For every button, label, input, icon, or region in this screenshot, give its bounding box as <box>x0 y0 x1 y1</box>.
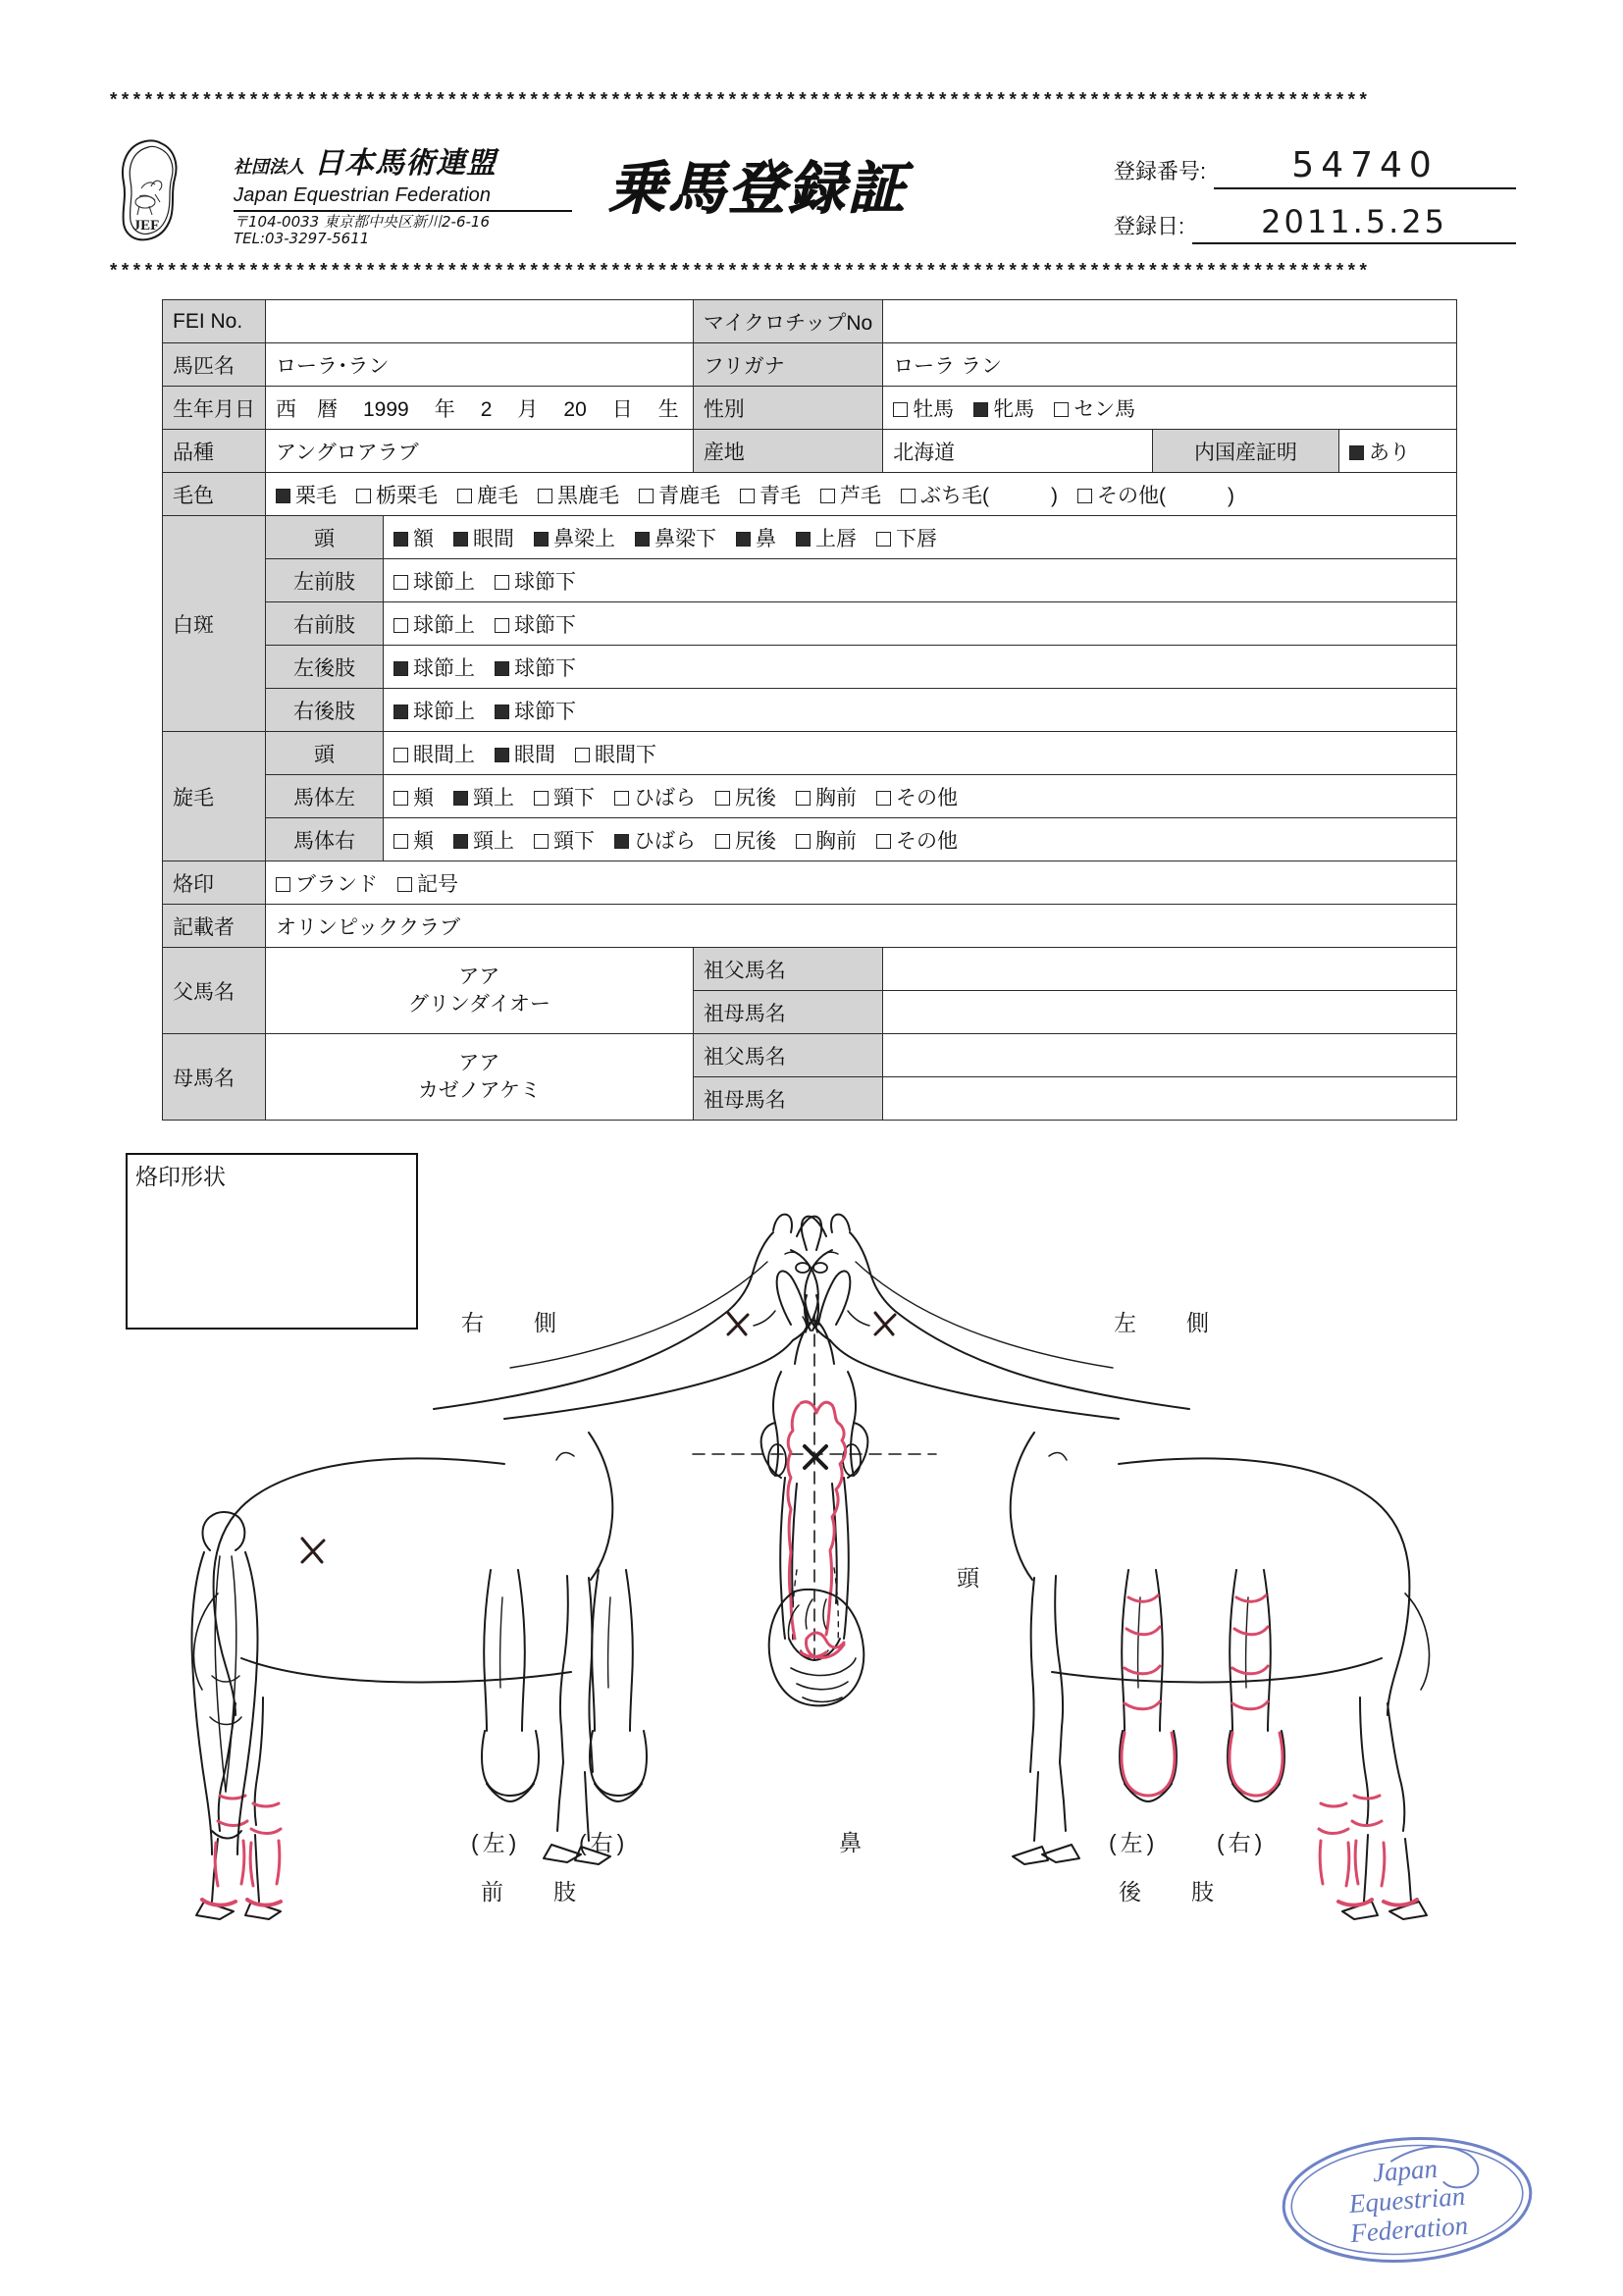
checkbox-empty-icon[interactable] <box>876 532 891 547</box>
checkbox-label: 頸下 <box>553 786 595 809</box>
sire-grandsire-label: 祖父馬名 <box>693 948 882 991</box>
sex-options[interactable] <box>883 387 1457 430</box>
domestic-certificate-option[interactable] <box>1339 430 1457 473</box>
checkbox-option-3[interactable] <box>614 825 696 855</box>
checkbox-checked-icon[interactable] <box>495 704 509 719</box>
dob-year-unit: 年 <box>434 397 455 421</box>
checkbox-label: 栗毛 <box>295 484 337 507</box>
checkbox-empty-icon[interactable] <box>575 748 590 762</box>
label-left-side: 左 側 <box>1114 1310 1223 1335</box>
checkbox-option-0[interactable] <box>393 609 475 639</box>
whorl-label: 旋毛 <box>163 732 266 861</box>
whorl-head-options[interactable] <box>384 732 1457 775</box>
checkbox-label: 球節下 <box>514 570 576 594</box>
checkbox-checked-icon[interactable] <box>635 532 650 547</box>
marking-hind-legs-detail <box>1122 1595 1283 1796</box>
fei-no-value[interactable] <box>266 300 694 343</box>
checkbox-label: 牝馬 <box>993 397 1035 421</box>
jef-logo-icon <box>116 137 200 243</box>
checkbox-empty-icon[interactable] <box>820 489 835 503</box>
writer-value[interactable]: オリンピッククラブ <box>266 905 1457 948</box>
checkbox-label: 球節上 <box>413 570 475 594</box>
checkbox-empty-icon[interactable] <box>740 489 755 503</box>
checkbox-option-2[interactable] <box>575 739 656 768</box>
checkbox-empty-icon[interactable] <box>534 834 549 849</box>
checkbox-label: 頬 <box>413 829 434 853</box>
dob-value[interactable] <box>266 387 694 430</box>
checkbox-empty-icon[interactable] <box>393 834 408 849</box>
whorl-mark-forehead <box>805 1446 826 1468</box>
checkbox-label: 胸前 <box>815 829 857 853</box>
checkbox-option-2[interactable] <box>534 825 595 855</box>
checkbox-label: 頸上 <box>473 829 514 853</box>
checkbox-empty-icon[interactable] <box>393 618 408 633</box>
label-hind-limb: 後 肢 <box>1119 1879 1228 1905</box>
label-nose: 鼻 <box>839 1830 865 1855</box>
horse-body-drawings <box>0 1207 1623 2188</box>
whorl-body-options-1[interactable] <box>384 818 1457 861</box>
label-front-left: (左) <box>471 1830 521 1855</box>
checkbox-option-0[interactable] <box>393 825 434 855</box>
table-row-dob-sex <box>163 387 1457 430</box>
checkbox-option-6[interactable] <box>876 523 937 552</box>
star-divider-bottom: ************************************************************************************************************ <box>108 261 1370 283</box>
checkbox-label: 眼間 <box>473 527 514 550</box>
checkbox-option-1[interactable] <box>495 696 576 725</box>
checkbox-empty-icon[interactable] <box>276 877 290 892</box>
checkbox-option-0[interactable] <box>393 739 475 768</box>
checkbox-empty-icon[interactable] <box>356 489 371 503</box>
registration-number-value: 54740 <box>1214 145 1516 189</box>
stamp-line-2: Equestrian <box>1347 2180 1467 2219</box>
dam-line-1: アア <box>458 1051 500 1074</box>
sire-label: 父馬名 <box>163 948 266 1034</box>
coat-color-label: 毛色 <box>163 473 266 516</box>
checkbox-label: 眼間下 <box>595 743 656 766</box>
horse-registration-table <box>162 299 1457 1121</box>
checkbox-empty-icon[interactable] <box>495 618 509 633</box>
dob-day-unit: 日 <box>611 397 633 421</box>
table-row-brand <box>163 861 1457 905</box>
whorl-mark-left-head <box>875 1313 895 1334</box>
registration-date-row <box>1114 203 1516 244</box>
microchip-label: マイクロチップNo <box>693 300 882 343</box>
whorl-mark-right-neck <box>302 1539 324 1562</box>
checkbox-label: 球節上 <box>413 613 475 637</box>
checkbox-label: 尻後 <box>735 786 776 809</box>
svg-text:JEF: JEF <box>132 218 160 234</box>
checkbox-option-4[interactable] <box>736 523 776 552</box>
checkbox-label: その他 <box>896 786 958 809</box>
white-limb-options-1[interactable] <box>384 602 1457 646</box>
checkbox-option-3[interactable] <box>614 782 696 811</box>
horse-name-label: 馬匹名 <box>163 343 266 387</box>
checkbox-option-0[interactable] <box>393 523 434 552</box>
whorl-head-label: 頭 <box>266 732 384 775</box>
dam-line-2: カゼノアケミ <box>417 1078 541 1102</box>
frontal-head-drawing <box>693 1271 936 1668</box>
checkbox-option-5[interactable] <box>796 782 857 811</box>
table-row-white-limb <box>163 559 1457 602</box>
checkbox-label: 眼間 <box>514 743 555 766</box>
dam-grandsire-value[interactable] <box>883 1034 1457 1077</box>
federation-name-main: 日本馬術連盟 <box>314 146 497 181</box>
horse-markings-diagram <box>0 1207 1623 2188</box>
checkbox-checked-icon[interactable] <box>393 704 408 719</box>
table-row-breed-origin <box>163 430 1457 473</box>
registration-number-label: 登録番号: <box>1114 159 1207 183</box>
brand-label: 烙印 <box>163 861 266 905</box>
checkbox-empty-icon[interactable] <box>495 575 509 590</box>
sire-granddam-label: 祖母馬名 <box>693 991 882 1034</box>
white-limb-label-0: 左前肢 <box>266 559 384 602</box>
checkbox-option-0[interactable] <box>893 393 954 423</box>
checkbox-label: 頸下 <box>553 829 595 853</box>
checkbox-option-2[interactable] <box>1054 393 1135 423</box>
label-head: 頭 <box>957 1565 983 1591</box>
brand-shape-label: 烙印形状 <box>135 1164 226 1189</box>
checkbox-empty-icon[interactable] <box>876 791 891 806</box>
table-row-whorl-head <box>163 732 1457 775</box>
checkbox-label: 球節下 <box>514 656 576 680</box>
label-hind-right: (右) <box>1217 1830 1267 1855</box>
checkbox-label: ブランド <box>295 872 378 896</box>
federation-identity <box>234 138 572 247</box>
checkbox-label: 上唇 <box>815 527 857 550</box>
furigana-value[interactable]: ローラ ラン <box>883 343 1457 387</box>
checkbox-checked-icon[interactable] <box>973 402 988 417</box>
table-row-white-head <box>163 516 1457 559</box>
table-row-white-limb <box>163 646 1457 689</box>
checkbox-label: 鼻梁上 <box>553 527 615 550</box>
checkbox-option-1[interactable] <box>495 566 576 596</box>
white-limb-label-1: 右前肢 <box>266 602 384 646</box>
checkbox-label: 尻後 <box>735 829 776 853</box>
checkbox-option-5[interactable] <box>740 480 801 509</box>
table-row-whorl-body <box>163 818 1457 861</box>
checkbox-label: 頸上 <box>473 786 514 809</box>
checkbox-empty-icon[interactable] <box>893 402 908 417</box>
checkbox-label: 下唇 <box>896 527 937 550</box>
sire-grandsire-value[interactable] <box>883 948 1457 991</box>
checkbox-option-0[interactable] <box>276 480 337 509</box>
checkbox-checked-icon[interactable] <box>495 661 509 676</box>
table-row-white-limb <box>163 689 1457 732</box>
domestic-certificate-label: 内国産証明 <box>1153 430 1339 473</box>
fei-no-label: FEI No. <box>163 300 266 343</box>
checkbox-empty-icon[interactable] <box>715 834 730 849</box>
checkbox-option-0[interactable] <box>276 868 378 898</box>
official-stamp <box>1276 2127 1539 2272</box>
checkbox-option-6[interactable] <box>876 782 958 811</box>
registration-date-value: 2011.5.25 <box>1192 203 1516 244</box>
checkbox-checked-icon[interactable] <box>1349 445 1364 460</box>
white-markings-label: 白斑 <box>163 516 266 732</box>
checkbox-option-4[interactable] <box>715 782 776 811</box>
whorl-body-label-1: 馬体右 <box>266 818 384 861</box>
checkbox-label: 記号 <box>417 872 458 896</box>
checkbox-label: 額 <box>413 527 434 550</box>
federation-name-en: Japan Equestrian Federation <box>234 184 492 206</box>
checkbox-option-0[interactable] <box>393 696 475 725</box>
checkbox-empty-icon[interactable] <box>534 791 549 806</box>
checkbox-option-3[interactable] <box>635 523 716 552</box>
checkbox-label: ぶち毛( ) <box>920 484 1058 507</box>
checkbox-option-5[interactable] <box>796 825 857 855</box>
sex-label: 性別 <box>693 387 882 430</box>
checkbox-label: 眼間上 <box>413 743 475 766</box>
dam-granddam-value[interactable] <box>883 1077 1457 1121</box>
checkbox-checked-icon[interactable] <box>534 532 549 547</box>
checkbox-option-1[interactable] <box>973 393 1034 423</box>
table-row-name <box>163 343 1457 387</box>
checkbox-option[interactable] <box>1349 437 1410 466</box>
telephone-line: TEL:03-3297-5611 <box>234 230 370 247</box>
breed-value[interactable]: アングロアラブ <box>266 430 694 473</box>
front-legs-drawing <box>482 1570 647 1801</box>
checkbox-option-6[interactable] <box>876 825 958 855</box>
dam-label: 母馬名 <box>163 1034 266 1121</box>
white-limb-label-3: 右後肢 <box>266 689 384 732</box>
dob-day: 20 <box>563 397 587 421</box>
checkbox-checked-icon[interactable] <box>796 532 811 547</box>
checkbox-label: 球節上 <box>413 700 475 723</box>
tail-drawing <box>192 1512 258 1854</box>
white-head-label: 頭 <box>266 516 384 559</box>
checkbox-label: その他( ) <box>1097 484 1234 507</box>
label-front-right: (右) <box>579 1830 629 1855</box>
checkbox-empty-icon[interactable] <box>1077 489 1092 503</box>
checkbox-option-0[interactable] <box>393 566 475 596</box>
stamp-text <box>1271 2118 1544 2281</box>
address-line: 〒104-0033 東京都中央区新川2-6-16 <box>234 213 490 231</box>
checkbox-label: 胸前 <box>815 786 857 809</box>
checkbox-label: 球節下 <box>514 613 576 637</box>
dob-era: 西 暦 <box>276 397 338 421</box>
whorl-body-options-0[interactable] <box>384 775 1457 818</box>
sire-line-1: アア <box>458 965 500 988</box>
stamp-line-1: Japan <box>1371 2153 1439 2188</box>
checkbox-checked-icon[interactable] <box>736 532 751 547</box>
nose-drawing <box>769 1590 864 1705</box>
breed-label: 品種 <box>163 430 266 473</box>
dob-suffix: 生 <box>657 397 679 421</box>
checkbox-empty-icon[interactable] <box>393 748 408 762</box>
brand-options[interactable] <box>266 861 1457 905</box>
furigana-label: フリガナ <box>693 343 882 387</box>
checkbox-option-1[interactable] <box>453 825 514 855</box>
label-front-limb: 前 肢 <box>481 1879 590 1905</box>
table-row-writer <box>163 905 1457 948</box>
table-row-dam <box>163 1034 1457 1077</box>
white-limb-options-0[interactable] <box>384 559 1457 602</box>
checkbox-empty-icon[interactable] <box>614 791 629 806</box>
checkbox-label: 鼻梁下 <box>654 527 716 550</box>
sire-granddam-value[interactable] <box>883 991 1457 1034</box>
checkbox-option-2[interactable] <box>534 782 595 811</box>
checkbox-label: あり <box>1369 441 1410 464</box>
checkbox-checked-icon[interactable] <box>495 748 509 762</box>
table-row-coat-color <box>163 473 1457 516</box>
checkbox-label: ひばら <box>634 829 696 853</box>
origin-label: 産地 <box>693 430 882 473</box>
stamp-line-3: Federation <box>1349 2210 1469 2249</box>
microchip-value[interactable] <box>883 300 1457 343</box>
federation-name-jp <box>234 138 572 182</box>
checkbox-label: 鹿毛 <box>477 484 518 507</box>
whorl-mark-right-head <box>728 1313 748 1334</box>
registration-date-label: 登録日: <box>1114 214 1185 238</box>
checkbox-option-1[interactable] <box>397 868 458 898</box>
checkbox-empty-icon[interactable] <box>1054 402 1069 417</box>
federation-prefix: 社団法人 <box>234 157 304 178</box>
writer-label: 記載者 <box>163 905 266 948</box>
checkbox-option-0[interactable] <box>393 652 475 682</box>
whorl-body-label-0: 馬体左 <box>266 775 384 818</box>
checkbox-checked-icon[interactable] <box>276 489 290 503</box>
table-row-sire <box>163 948 1457 991</box>
checkbox-option-4[interactable] <box>715 825 776 855</box>
checkbox-empty-icon[interactable] <box>457 489 472 503</box>
checkbox-empty-icon[interactable] <box>796 791 811 806</box>
checkbox-label: 牡馬 <box>913 397 955 421</box>
white-limb-options-2[interactable] <box>384 646 1457 689</box>
checkbox-label: 球節下 <box>514 700 576 723</box>
checkbox-label: 栃栗毛 <box>376 484 438 507</box>
coat-color-options[interactable] <box>266 473 1457 516</box>
page-title: 乗馬登録証 <box>608 155 909 222</box>
checkbox-option-1[interactable] <box>453 782 514 811</box>
checkbox-option-8[interactable] <box>1077 480 1234 509</box>
checkbox-empty-icon[interactable] <box>901 489 916 503</box>
dob-month-unit: 月 <box>517 397 539 421</box>
marking-blaze <box>788 1402 846 1657</box>
checkbox-label: 青毛 <box>759 484 801 507</box>
checkbox-empty-icon[interactable] <box>393 575 408 590</box>
white-head-options[interactable] <box>384 516 1457 559</box>
checkbox-option-1[interactable] <box>495 609 576 639</box>
checkbox-checked-icon[interactable] <box>393 532 408 547</box>
checkbox-option-1[interactable] <box>453 523 514 552</box>
registration-number-row <box>1114 145 1516 189</box>
checkbox-option-1[interactable] <box>495 739 555 768</box>
checkbox-checked-icon[interactable] <box>453 834 468 849</box>
checkbox-option-4[interactable] <box>639 480 720 509</box>
checkbox-option-0[interactable] <box>393 782 434 811</box>
checkbox-empty-icon[interactable] <box>796 834 811 849</box>
checkbox-empty-icon[interactable] <box>876 834 891 849</box>
checkbox-checked-icon[interactable] <box>614 834 629 849</box>
star-divider-top: ************************************************************************************************************ <box>108 90 1370 112</box>
checkbox-option-3[interactable] <box>538 480 619 509</box>
sire-line-2: グリンダイオー <box>407 992 550 1016</box>
checkbox-checked-icon[interactable] <box>453 532 468 547</box>
checkbox-empty-icon[interactable] <box>393 791 408 806</box>
checkbox-option-1[interactable] <box>495 652 576 682</box>
label-right-side: 右 側 <box>461 1310 570 1335</box>
checkbox-label: 鼻 <box>756 527 776 550</box>
checkbox-label: セン馬 <box>1073 397 1136 421</box>
dam-value[interactable] <box>266 1034 694 1121</box>
checkbox-option-1[interactable] <box>356 480 438 509</box>
table-row-white-limb <box>163 602 1457 646</box>
checkbox-option-2[interactable] <box>534 523 615 552</box>
hind-legs-drawing <box>1120 1570 1284 1801</box>
checkbox-empty-icon[interactable] <box>639 489 654 503</box>
checkbox-label: 頬 <box>413 786 434 809</box>
white-limb-options-3[interactable] <box>384 689 1457 732</box>
horse-name-value[interactable]: ローラ･ラン <box>266 343 694 387</box>
checkbox-option-7[interactable] <box>901 480 1058 509</box>
checkbox-checked-icon[interactable] <box>453 791 468 806</box>
table-row-fei <box>163 300 1457 343</box>
table-row-whorl-body <box>163 775 1457 818</box>
checkbox-empty-icon[interactable] <box>715 791 730 806</box>
dam-grandsire-label: 祖父馬名 <box>693 1034 882 1077</box>
sire-value[interactable] <box>266 948 694 1034</box>
dob-month: 2 <box>480 397 493 421</box>
checkbox-option-6[interactable] <box>820 480 881 509</box>
checkbox-label: 青鹿毛 <box>658 484 720 507</box>
dob-year: 1999 <box>363 397 409 421</box>
origin-value[interactable]: 北海道 <box>883 430 1153 473</box>
checkbox-label: 芦毛 <box>840 484 881 507</box>
white-limb-label-2: 左後肢 <box>266 646 384 689</box>
label-hind-left: (左) <box>1109 1830 1159 1855</box>
federation-address <box>234 210 572 247</box>
checkbox-label: 球節上 <box>413 656 475 680</box>
checkbox-option-2[interactable] <box>457 480 518 509</box>
checkbox-label: ひばら <box>634 786 696 809</box>
checkbox-option-5[interactable] <box>796 523 857 552</box>
checkbox-empty-icon[interactable] <box>397 877 412 892</box>
checkbox-checked-icon[interactable] <box>393 661 408 676</box>
dob-label: 生年月日 <box>163 387 266 430</box>
checkbox-label: その他 <box>896 829 958 853</box>
checkbox-label: 黒鹿毛 <box>557 484 619 507</box>
registration-block <box>1114 145 1516 258</box>
dam-granddam-label: 祖母馬名 <box>693 1077 882 1121</box>
checkbox-empty-icon[interactable] <box>538 489 552 503</box>
